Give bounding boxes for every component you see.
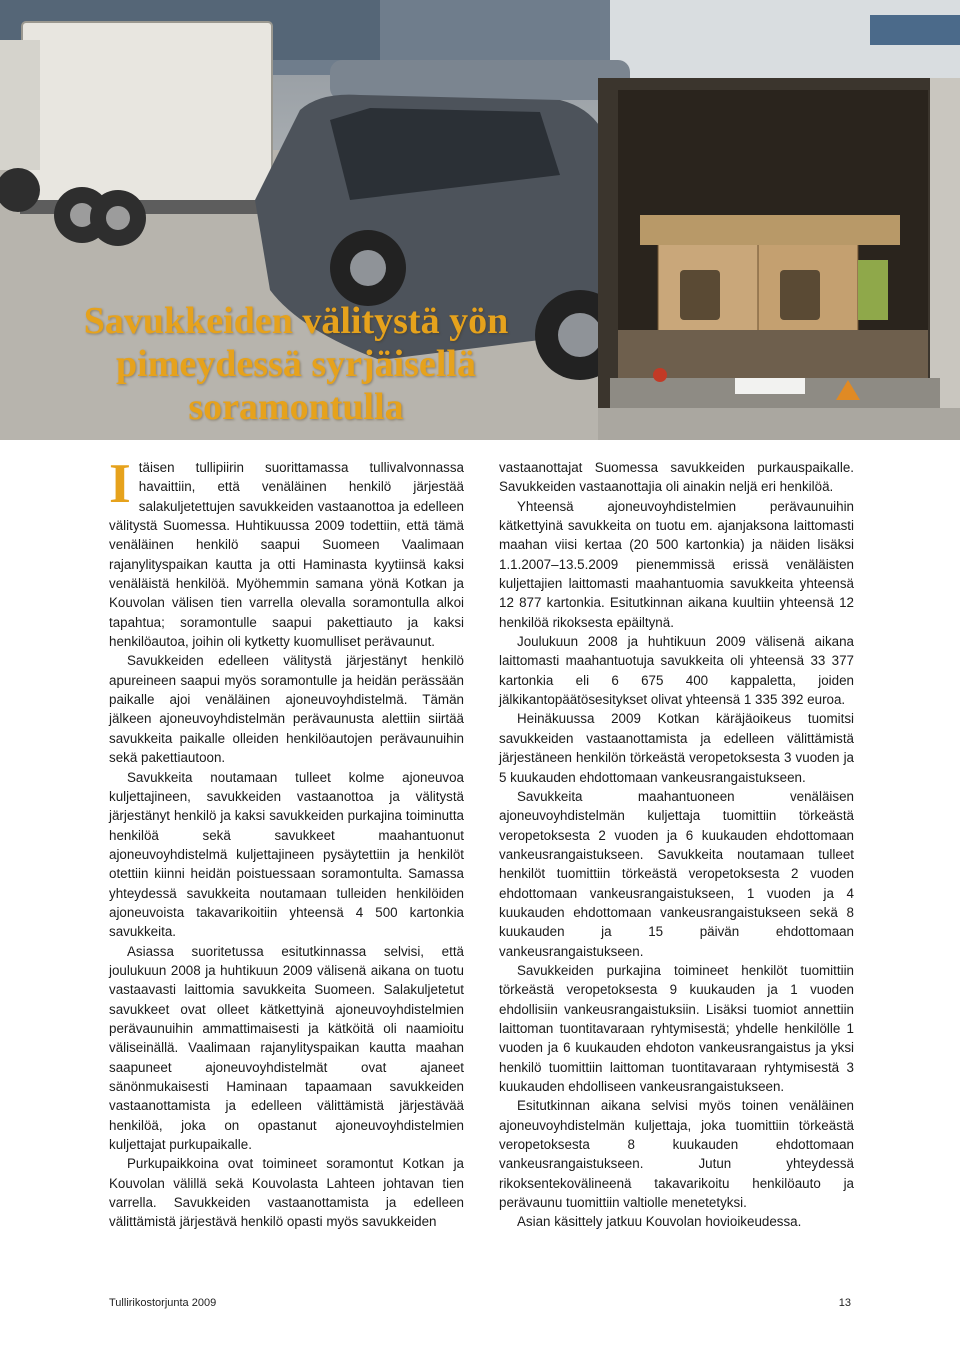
paragraph-text: täisen tullipiirin suorittamassa tullivalvonnassa havaittiin, että venäläinen henkilö järjestää salakuljetettujen savukkeiden vastaanottoa ja edelleen välitystä Suomessa. Huhtikuussa 2009 todettiin, että tämä venäläinen henkilö saapui Suomeen Vaalimaan rajanylityspaikan kautta ja otti Haminasta kyytiinsä kaksi venäläistä henkilöä. Myöhemmin samana yönä Kotkan ja Kouvolan välisen tien varrella olevalla soramontulla alkoi tapahtua; soramontulle saapui pakettiauto ja kaksi henkilöautoa, joihin oli kytketty kuomulliset perävaunut.: [109, 460, 464, 650]
publication-name: Tullirikostorjunta 2009: [109, 1297, 217, 1309]
headline-line-1: Savukkeiden välitystä yön: [83, 300, 509, 342]
article-photo: [0, 0, 960, 440]
paragraph: Esitutkinnan aikana selvisi myös toinen venäläinen ajoneuvoyhdistelmän kuljettaja, joka tuomittiin törkeästä veropetoksesta 8 kuukauden ehdottomaan vankeusrangaistukseen. Jutun yhteydessä rikoksentekovälineenä takavarikoitu henkilöauto ja perävaunu tuomittiin valtiolle menetetyksi.: [499, 1098, 854, 1211]
paragraph: Heinäkuussa 2009 Kotkan käräjäoikeus tuomitsi savukkeiden vastaanottamista ja edelleen välittämistä järjestäneen henkilön törkeästä veropetoksesta 3 vuoden ja 5 kuukauden ehdottomaan vankeusrangaistukseen.: [499, 711, 854, 785]
headline-line-3: soramontulla: [188, 386, 404, 428]
page-number: 13: [838, 1297, 851, 1309]
paragraph: Asian käsittely jatkuu Kouvolan hovioikeudessa.: [517, 1214, 802, 1230]
drop-cap: I: [109, 453, 131, 515]
article-column-left: [109, 453, 464, 1232]
headline-line-2: pimeydessä syrjäisellä: [116, 343, 476, 385]
paragraph: vastaanottajat Suomessa savukkeiden purkauspaikalle. Savukkeiden vastaanottajia oli ainakin neljä eri henkilöä.: [499, 460, 854, 495]
paragraph: Savukkeita noutamaan tulleet kolme ajoneuvoa kuljettajineen, savukkeiden vastaanottoa ja välitystä järjestänyt henkilö ja kaksi savukkeiden purkajina toiminutta henkilöä sekä savukkeet maahantuonut ajoneuvoyhdistelmä kuljettajineen pysäytettiin ja henkilöt otettiin kiinni heidän poistuessaan soramontulta. Samassa yhteydessä savukkeita noutamaan tulleiden henkilöiden ajoneuvoista takavarikoitiin yhteensä 4 500 kartonkia savukkeita.: [109, 769, 464, 940]
paragraph: Yhteensä ajoneuvoyhdistelmien perävaunuihin kätkettyinä savukkeita on tuotu em. ajanjaksona laittomasti maahan viisi kertaa (20 500 kartonkia) ja näiden lisäksi 1.1.2007–13.5.2009 pienemmissä erissä venäläisten kuljettajien laittomasti maahantuomia savukkeita yhteensä 12 877 kartonkia. Esitutkinnan aikana kuultiin yhteensä 12 henkilöä rikoksesta epäiltynä.: [499, 498, 854, 630]
paragraph: Savukkeita maahantuoneen venäläisen ajoneuvoyhdistelmän kuljettaja tuomittiin törkeästä veropetoksesta 2 vuoden ja 6 kuukauden ehdottomaan vankeusrangaistukseen. Savukkeita noutamaan tulleet henkilöt tuomittiin törkeästä veropetoksesta 2 vuoden ehdottomaan vankeusrangaistukseen, 1 vuoden ja 4 kuukauden ehdottomaan vankeusrangaistukseen sekä 8 kuukauden ja 15 päivän ehdottomaan vankeusrangaistukseen.: [499, 788, 854, 959]
paragraph: Purkupaikkoina ovat toimineet soramontut Kotkan ja Kouvolan välillä sekä Kouvolasta Lahteen johtavan tien varrella. Savukkeiden vastaanottamista ja edelleen välittämistä järjestävä henkilö opasti myös savukkeiden: [109, 1156, 464, 1230]
paragraph: [109, 453, 464, 651]
article-column-right: [499, 458, 854, 1232]
paragraph: Savukkeiden edelleen välitystä järjestänyt henkilö apureineen saapui myös soramontulle ja heidän perässään paikalle ajoi venäläinen ajoneuvoyhdistelmä. Tämän jälkeen ajoneuvoyhdistelmän perävaunusta alettiin siirtää savukkeita paikalle olleiden henkilöautojen perävaunuihin sekä pakettiautoon.: [109, 653, 464, 766]
paragraph: Asiassa suoritetussa esitutkinnassa selvisi, että joulukuun 2008 ja huhtikuun 2009 välisenä aikana on tuotu vastaavasti laittomia savukkeita Suomeen. Salakuljetetut savukkeet ovat olleet kätkettyinä ajoneuvoyhdistelmien perävaunuihin ammattimaisesti ja kätköitä oli naamioitu väliseinällä. Vaalimaan rajanylityspaikan kautta maahan saapuneet ajoneuvoyhdistelmät ovat ajaneet sänönmukaisesti Haminaan tapaamaan savukkeiden vastaanottamista ja edelleen välittämistä järjestävää henkilöä, joka on opastanut ajoneuvoyhdistelmien kuljettajat purkupaikalle.: [109, 943, 464, 1153]
paragraph: Savukkeiden purkajina toimineet henkilöt tuomittiin törkeästä veropetoksesta 9 kuukauden ja 1 vuoden ehdollisiin vankeusrangaistuksiin. Lisäksi tuomiot annettiin laittoman tuontitavaraan ryhtymisestä; yhdelle henkilölle 1 vuoden ja 6 kuukauden ehdoton vankeusrangaistus ja yksi henkilö tuomittiin laittoman tuontitavaraan ryhtymisestä 3 kuukauden ehdolliseen vankeusrangaistukseen.: [499, 962, 854, 1094]
headline: [46, 300, 546, 429]
paragraph: Joulukuun 2008 ja huhtikuun 2009 välisenä aikana laittomasti maahantuotuja savukkeita oli yhteensä 33 377 kartonkia eli 6 675 400 kappaletta, joiden jälkikantopäätösesitykset olivat yhteensä 1 335 392 euroa.: [499, 634, 854, 708]
